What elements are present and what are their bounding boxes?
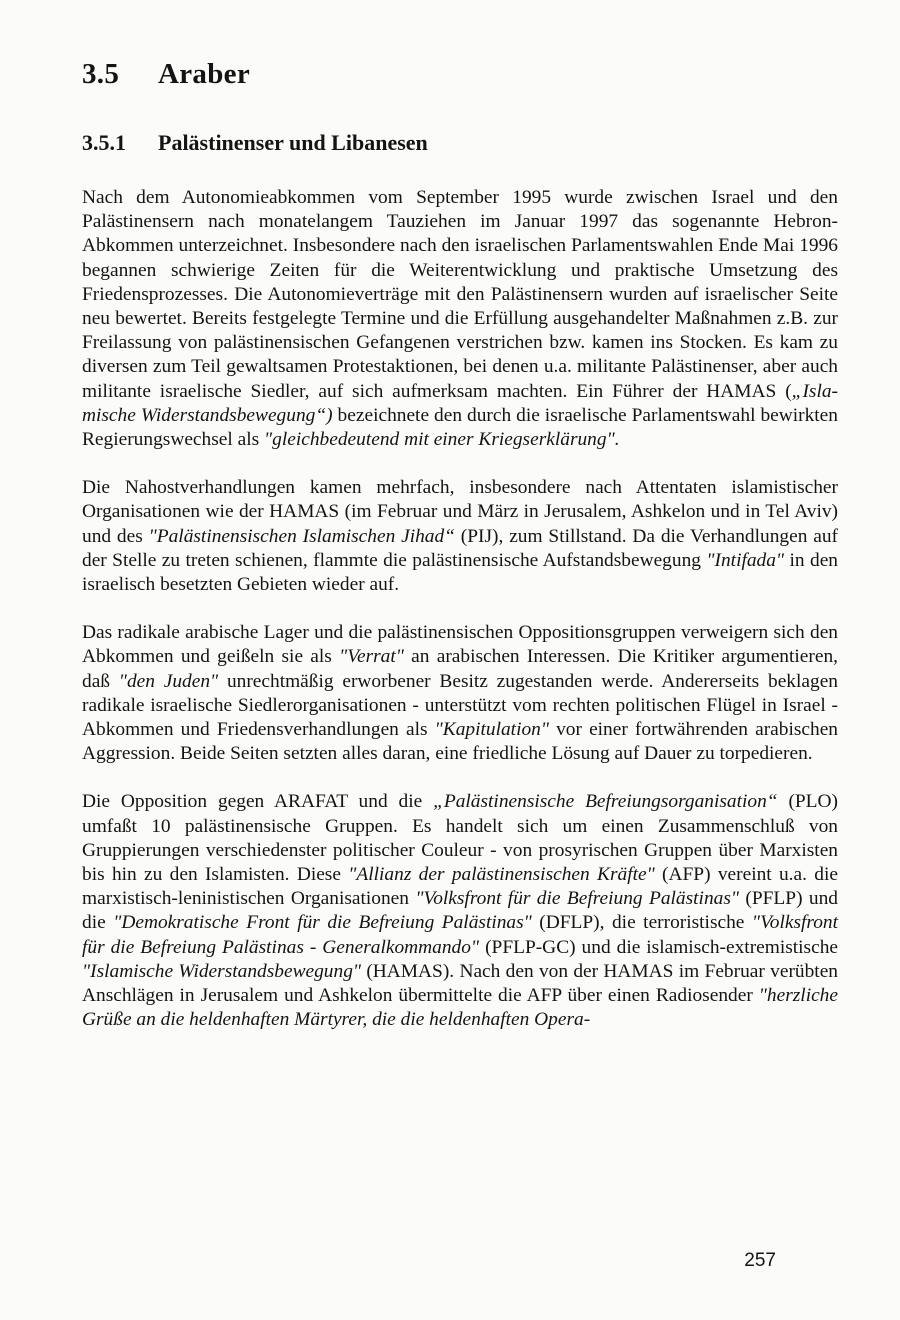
italic-text-run: "Islamische Widerstandsbewegung" [82,960,362,982]
section-heading [82,58,250,91]
italic-text-run: "herzliche Grüße an die heldenhaften Märtyrer, die die heldenhaften Opera- [82,985,838,1031]
text-run: an arabischen Interessen. Die Kritiker argumentieren, daß [82,646,838,692]
text-run: Die Nahostverhandlungen kamen mehrfach, insbesondere nach Attentaten islamistischer Organisationen wie der HAMAS (im Februar und März in Jerusalem, Ashkelon und in Tel Aviv) und des [82,477,838,547]
italic-text-run: „Islamische Widerstandsbewegung“) [82,380,838,426]
italic-text-run: "Intifada" [706,549,785,571]
paragraph [82,790,838,1032]
italic-text-run: "Volksfront für die Befreiung Palästinas - Generalkommando" [82,912,838,958]
italic-text-run: "Demokratische Front für die Befreiung Palästinas" [113,912,532,934]
text-run: (PFLP-GC) und die islamisch-extremistische [479,936,838,958]
paragraph [82,186,838,452]
subsection-title: Palästinenser und Libanesen [158,130,428,155]
italic-text-run: „Palästinensische Befreiungsorganisation“ [433,791,778,813]
text-run: in den israelisch besetzten Gebieten wieder auf. [82,549,838,596]
text-run: (HAMAS). Nach den von der HAMAS im Februar verübten Anschlägen in Jerusalem und Ashkelon übermittelte die AFP über einen Radiosender [82,960,838,1007]
subsection-number: 3.5.1 [82,130,126,155]
text-run: unrechtmäßig erworbener Besitz zugestanden werde. Andererseits beklagen radikale israelische Siedlerorganisationen - unterstützt vom rechten politischen Flügel in Israel - Abkommen und Friedensverhandlungen als [82,670,838,741]
italic-text-run: "Kapitulation" [434,719,549,741]
text-run: (DFLP), die terroristische [531,912,752,934]
paragraph [82,621,838,766]
body-text [82,186,838,1033]
italic-text-run: "Verrat" [339,646,404,668]
text-run: (PFLP) und die [82,888,838,934]
text-run: vor einer fortwährenden arabischen Aggression. Beide Seiten setzten alles daran, eine friedliche Lösung auf Dauer zu torpedieren. [82,719,839,765]
italic-text-run: "den Juden" [118,670,219,692]
subsection-heading [82,130,428,156]
italic-text-run: "gleichbedeutend mit einer Kriegserklärung". [264,429,620,451]
page-number: 257 [744,1250,776,1271]
italic-text-run: "Allianz der palästinensischen Kräfte" [348,864,655,886]
text-run: bezeichnete den durch die israelische Parlamentswahl bewirkten Regierungswechsel als [82,404,838,451]
section-number: 3.5 [82,58,120,90]
text-run: (PLO) umfaßt 10 palästinensische Gruppen. Es handelt sich um einen Zusammenschluß von Gruppierungen verschiedenster politischer Couleur - von prosyrischen Gruppen über Marxisten bis hin zu den Islamisten. Diese [82,791,838,886]
section-title: Araber [158,58,250,90]
text-run: (AFP) vereint u.a. die marxistisch-leninistischen Organisationen [82,864,838,910]
text-run: Das radikale arabische Lager und die palästinensischen Oppositionsgruppen verweigern sich den Abkommen und geißeln sie als [82,622,838,668]
italic-text-run: "Palästinensischen Islamischen Jihad“ [148,525,455,547]
paragraph [82,476,838,597]
document-page [82,0,838,1320]
text-run: (PIJ), zum Stillstand. Da die Verhandlungen auf der Stelle zu treten schienen, flammte die palästinensische Aufstandsbewegung [82,525,838,571]
italic-text-run: "Volksfront für die Befreiung Palästinas" [415,888,740,910]
text-run: Nach dem Autonomieabkommen vom September 1995 wurde zwischen Israel und den Palästinensern nach monatelangem Tauziehen im Januar 1997 das sogenannte Hebron-Abkommen unterzeichnet. Insbesondere nach den israelischen Parlamentswahlen Ende Mai 1996 begannen schwierige Zeiten für die Weiterentwicklung und praktische Umsetzung des Friedensprozesses. Die Autonomieverträge mit den Palästinensern wurden auf israelischer Seite neu bewertet. Bereits festgelegte Termine und die Erfüllung ausgehandelter Maßnahmen z.B. zur Freilassung von palästinensischen Gefangenen verstrichen bzw. kamen ins Stocken. Es kam zu diversen zum Teil gewaltsamen Protestaktionen, bei denen u.a. militante Palästinenser, aber auch militante israelische Siedler, auf sich aufmerksam machten. Ein Führer der HAMAS ( [82,187,838,402]
text-run: Die Opposition gegen ARAFAT und die [82,791,434,813]
